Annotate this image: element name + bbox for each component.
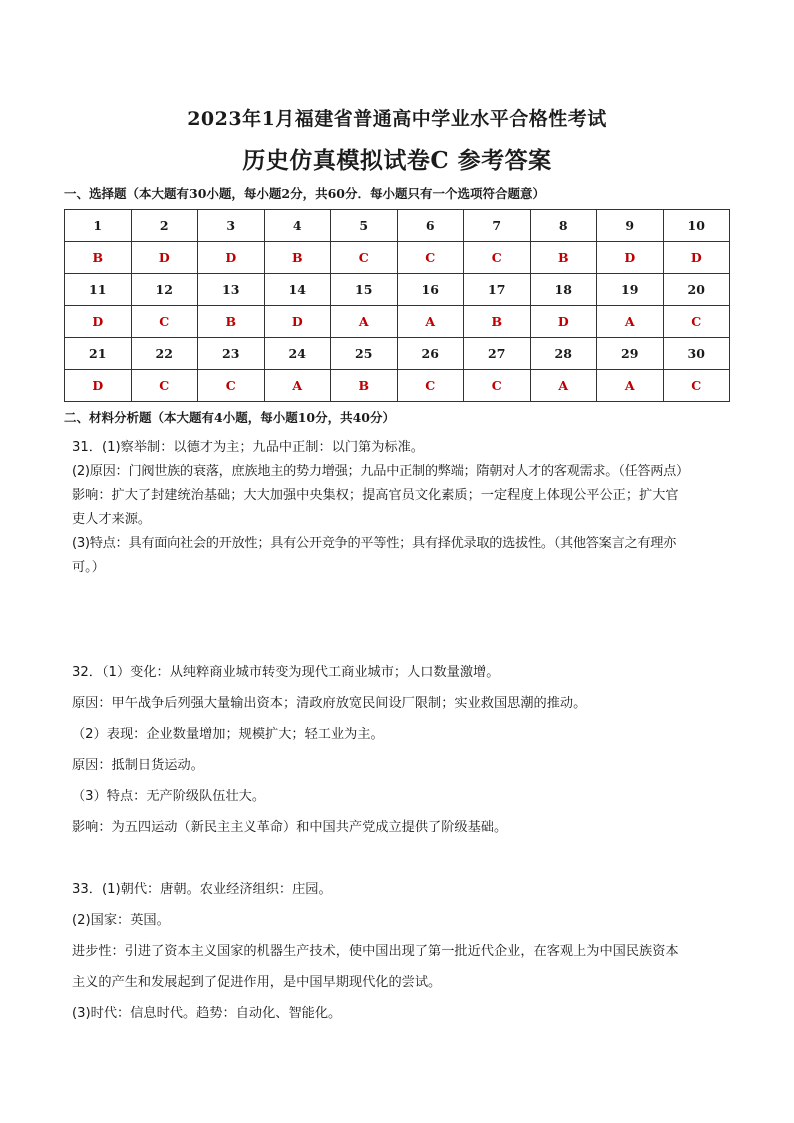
question-number-cell: 29 <box>597 338 664 370</box>
answer-letter-cell: A <box>597 306 664 338</box>
q32-line: （3）特点：无产阶级队伍壮大。 <box>72 789 266 804</box>
answer-letter-cell: A <box>530 370 597 402</box>
question-number-cell: 10 <box>663 210 730 242</box>
answer-letter-cell: D <box>597 242 664 274</box>
q32-line: 影响：为五四运动（新民主主义革命）和中国共产党成立提供了阶级基础。 <box>72 820 508 835</box>
answer-letter-cell: C <box>663 306 730 338</box>
q33-line: 进步性：引进了资本主义国家的机器生产技术，使中国出现了第一批近代企业，在客观上为中国民族资本 <box>72 944 679 959</box>
answer-letter-row <box>65 370 730 402</box>
answer-letter-cell: B <box>65 242 132 274</box>
question-number-cell: 25 <box>331 338 398 370</box>
q33-line: (3)时代：信息时代。趋势：自动化、智能化。 <box>72 1006 342 1021</box>
exam-subtitle: 历史仿真模拟试卷C 参考答案 <box>242 147 552 174</box>
q33-line: 主义的产生和发展起到了促进作用，是中国早期现代化的尝试。 <box>72 975 442 990</box>
question-number-cell: 22 <box>131 338 198 370</box>
q31-line: 影响：扩大了封建统治基础；大大加强中央集权；提高官员文化素质；一定程度上体现公平公正；扩大官 <box>72 488 679 503</box>
question-number-cell: 21 <box>65 338 132 370</box>
answer-letter-cell: C <box>198 370 265 402</box>
answer-letter-cell: C <box>131 370 198 402</box>
question-number-cell: 6 <box>397 210 464 242</box>
q31-line: 可。） <box>72 560 105 575</box>
question-number-cell: 30 <box>663 338 730 370</box>
q31-line: (3)特点：具有面向社会的开放性；具有公开竞争的平等性；具有择优录取的选拔性。（其他答案言之有理亦 <box>72 536 677 551</box>
question-32-answer <box>72 657 732 843</box>
answer-letter-cell: B <box>331 370 398 402</box>
question-number-cell: 1 <box>65 210 132 242</box>
question-number-cell: 7 <box>464 210 531 242</box>
q32-line: （2）表现：企业数量增加；规模扩大；轻工业为主。 <box>72 727 384 742</box>
answer-letter-cell: B <box>464 306 531 338</box>
question-number-cell: 12 <box>131 274 198 306</box>
q31-line: (2)原因：门阀世族的衰落，庶族地主的势力增强；九品中正制的弊端；隋朝对人才的客观需求。（任答两点） <box>72 464 689 479</box>
q33-line: 33．(1)朝代：唐朝。农业经济组织：庄园。 <box>72 882 332 897</box>
answer-letter-cell: A <box>264 370 331 402</box>
question-number-cell: 24 <box>264 338 331 370</box>
question-number-cell: 28 <box>530 338 597 370</box>
answer-letter-cell: B <box>530 242 597 274</box>
question-number-cell: 20 <box>663 274 730 306</box>
q33-line: (2)国家：英国。 <box>72 913 170 928</box>
question-number-cell: 9 <box>597 210 664 242</box>
question-number-cell: 3 <box>198 210 265 242</box>
question-number-row <box>65 210 730 242</box>
question-number-cell: 2 <box>131 210 198 242</box>
answer-letter-row <box>65 242 730 274</box>
question-number-row <box>65 274 730 306</box>
answer-letter-cell: D <box>264 306 331 338</box>
question-number-cell: 5 <box>331 210 398 242</box>
question-number-cell: 19 <box>597 274 664 306</box>
question-number-cell: 14 <box>264 274 331 306</box>
question-number-cell: 23 <box>198 338 265 370</box>
question-number-cell: 18 <box>530 274 597 306</box>
question-number-cell: 8 <box>530 210 597 242</box>
question-number-cell: 15 <box>331 274 398 306</box>
question-number-cell: 4 <box>264 210 331 242</box>
exam-title: 2023年1月福建省普通高中学业水平合格性考试 <box>187 108 607 130</box>
answer-letter-cell: A <box>597 370 664 402</box>
answer-letter-cell: C <box>397 242 464 274</box>
answer-letter-cell: D <box>530 306 597 338</box>
answer-letter-cell: D <box>663 242 730 274</box>
section-2-heading: 二、材料分析题（本大题有4小题，每小题10分，共40分） <box>64 410 395 425</box>
answer-letter-cell: C <box>331 242 398 274</box>
q32-line: 原因：甲午战争后列强大量输出资本；清政府放宽民间设厂限制；实业救国思潮的推动。 <box>72 696 587 711</box>
answer-letter-cell: B <box>264 242 331 274</box>
question-number-cell: 26 <box>397 338 464 370</box>
question-number-cell: 11 <box>65 274 132 306</box>
question-number-cell: 27 <box>464 338 531 370</box>
answer-letter-row <box>65 306 730 338</box>
q31-line: 31．(1)察举制：以德才为主；九品中正制：以门第为标准。 <box>72 440 424 455</box>
section-1-heading: 一、选择题（本大题有30小题，每小题2分，共60分．每小题只有一个选项符合题意） <box>64 186 545 201</box>
answer-letter-cell: D <box>131 242 198 274</box>
question-number-cell: 16 <box>397 274 464 306</box>
answer-letter-cell: C <box>663 370 730 402</box>
answer-letter-cell: D <box>65 306 132 338</box>
answer-letter-cell: A <box>397 306 464 338</box>
multiple-choice-answer-table <box>64 209 730 402</box>
answer-letter-cell: C <box>464 370 531 402</box>
answer-letter-cell: C <box>131 306 198 338</box>
q32-line: 原因：抵制日货运动。 <box>72 758 204 773</box>
answer-letter-cell: C <box>464 242 531 274</box>
question-number-cell: 17 <box>464 274 531 306</box>
q31-line: 吏人才来源。 <box>72 512 152 527</box>
q32-line: 32．（1）变化：从纯粹商业城市转变为现代工商业城市；人口数量激增。 <box>72 665 500 680</box>
answer-letter-cell: B <box>198 306 265 338</box>
question-number-row <box>65 338 730 370</box>
answer-letter-cell: D <box>198 242 265 274</box>
answer-letter-cell: C <box>397 370 464 402</box>
question-31-answer <box>72 436 732 580</box>
question-number-cell: 13 <box>198 274 265 306</box>
answer-letter-cell: D <box>65 370 132 402</box>
question-33-answer <box>72 874 732 1029</box>
answer-letter-cell: A <box>331 306 398 338</box>
